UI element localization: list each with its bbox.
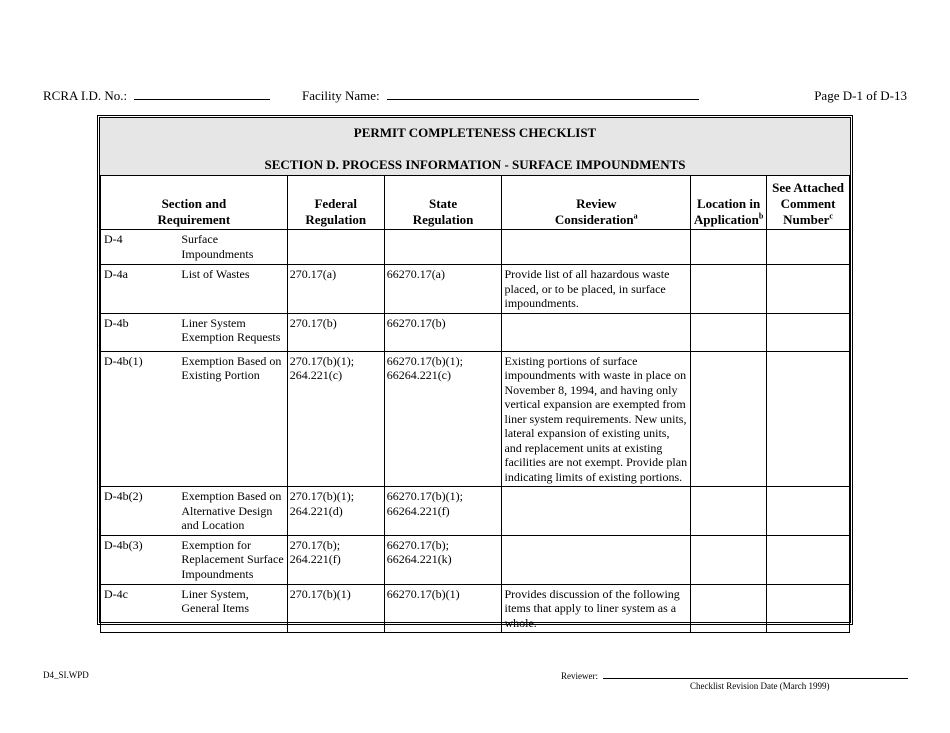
requirement: Exemption for Replacement Surface Impoundments (181, 535, 287, 584)
rcra-id-field (43, 88, 270, 104)
review-consideration: Provides discussion of the following items that apply to liner system as a whole. (502, 584, 691, 633)
federal-regulation (287, 230, 384, 265)
section-id: D-4b(3) (101, 535, 182, 584)
review-consideration: Provide list of all hazardous waste placed, or to be placed, in surface impoundments. (502, 265, 691, 314)
reviewer-field (561, 670, 908, 681)
comment-number (767, 313, 850, 351)
federal-regulation: 270.17(b)(1); 264.221(d) (287, 487, 384, 536)
federal-regulation: 270.17(b)(1); 264.221(c) (287, 351, 384, 487)
facility-name-blank (387, 88, 699, 100)
state-regulation: 66270.17(b)(1); 66264.221(f) (384, 487, 502, 536)
state-regulation (384, 230, 502, 265)
rcra-id-label: RCRA I.D. No.: (43, 88, 128, 103)
table-row (101, 351, 850, 487)
requirement: Exemption Based on Alternative Design and Location (181, 487, 287, 536)
comment-number (767, 535, 850, 584)
comment-number (767, 230, 850, 265)
requirement: List of Wastes (181, 265, 287, 314)
state-regulation: 66270.17(a) (384, 265, 502, 314)
col-federal-header: Federal Regulation (287, 176, 384, 230)
federal-regulation: 270.17(b); 264.221(f) (287, 535, 384, 584)
comment-number (767, 487, 850, 536)
state-regulation: 66270.17(b); 66264.221(k) (384, 535, 502, 584)
section-id: D-4a (101, 265, 182, 314)
table-row (101, 584, 850, 633)
rcra-id-blank (134, 88, 270, 100)
table-row (101, 230, 850, 265)
requirement: Exemption Based on Existing Portion (181, 351, 287, 487)
comment-number (767, 584, 850, 633)
header-row (101, 176, 850, 230)
review-consideration (502, 230, 691, 265)
section-title: SECTION D. PROCESS INFORMATION - SURFACE IMPOUNDMENTS (264, 157, 686, 172)
col-location-header: Location in Application$^b$ (691, 176, 767, 230)
col-section-header: Section and Requirement (101, 176, 288, 230)
reviewer-blank (603, 670, 908, 679)
state-regulation: 66270.17(b)(1); 66264.221(c) (384, 351, 502, 487)
table-row (101, 535, 850, 584)
review-consideration: Existing portions of surface impoundments with waste in place on November 8, 1994, and having only vertical expansion are exempted from liner system requirements. New units, lateral expansion of existing units, and replacement units at existing facilities are not exempt. Provide plan indicating limits of existing portions. (502, 351, 691, 487)
comment-number (767, 351, 850, 487)
col-state-header: State Regulation (384, 176, 502, 230)
revision-date: Checklist Revision Date (March 1999) (690, 681, 830, 691)
facility-name-label: Facility Name: (302, 88, 380, 103)
location-in-application (691, 487, 767, 536)
location-in-application (691, 313, 767, 351)
location-in-application (691, 265, 767, 314)
federal-regulation: 270.17(a) (287, 265, 384, 314)
checklist-table (100, 175, 850, 633)
section-id: D-4c (101, 584, 182, 633)
requirement: Liner System, General Items (181, 584, 287, 633)
requirement: Liner System Exemption Requests (181, 313, 287, 351)
review-consideration (502, 487, 691, 536)
table-row (101, 265, 850, 314)
facility-name-field (302, 88, 699, 104)
col-comment-header: See Attached Comment Number$^c$ (767, 176, 850, 230)
section-id: D-4b (101, 313, 182, 351)
location-in-application (691, 535, 767, 584)
location-in-application (691, 584, 767, 633)
section-id: D-4 (101, 230, 182, 265)
federal-regulation: 270.17(b)(1) (287, 584, 384, 633)
table-row (101, 313, 850, 351)
section-id: D-4b(1) (101, 351, 182, 487)
col-review-header: Review Consideration$^a$ (502, 176, 691, 230)
file-name: D4_SI.WPD (43, 670, 89, 680)
review-consideration (502, 535, 691, 584)
checklist-banner (100, 118, 850, 176)
reviewer-label: Reviewer: (561, 671, 598, 681)
checklist-title: PERMIT COMPLETENESS CHECKLIST (353, 125, 597, 140)
requirement: Surface Impoundments (181, 230, 287, 265)
page-number: Page D-1 of D-13 (814, 88, 907, 103)
location-in-application (691, 230, 767, 265)
state-regulation: 66270.17(b)(1) (384, 584, 502, 633)
checklist-frame (97, 115, 853, 630)
comment-number (767, 265, 850, 314)
review-consideration (502, 313, 691, 351)
location-in-application (691, 351, 767, 487)
state-regulation: 66270.17(b) (384, 313, 502, 351)
table-row (101, 487, 850, 536)
federal-regulation: 270.17(b) (287, 313, 384, 351)
section-id: D-4b(2) (101, 487, 182, 536)
